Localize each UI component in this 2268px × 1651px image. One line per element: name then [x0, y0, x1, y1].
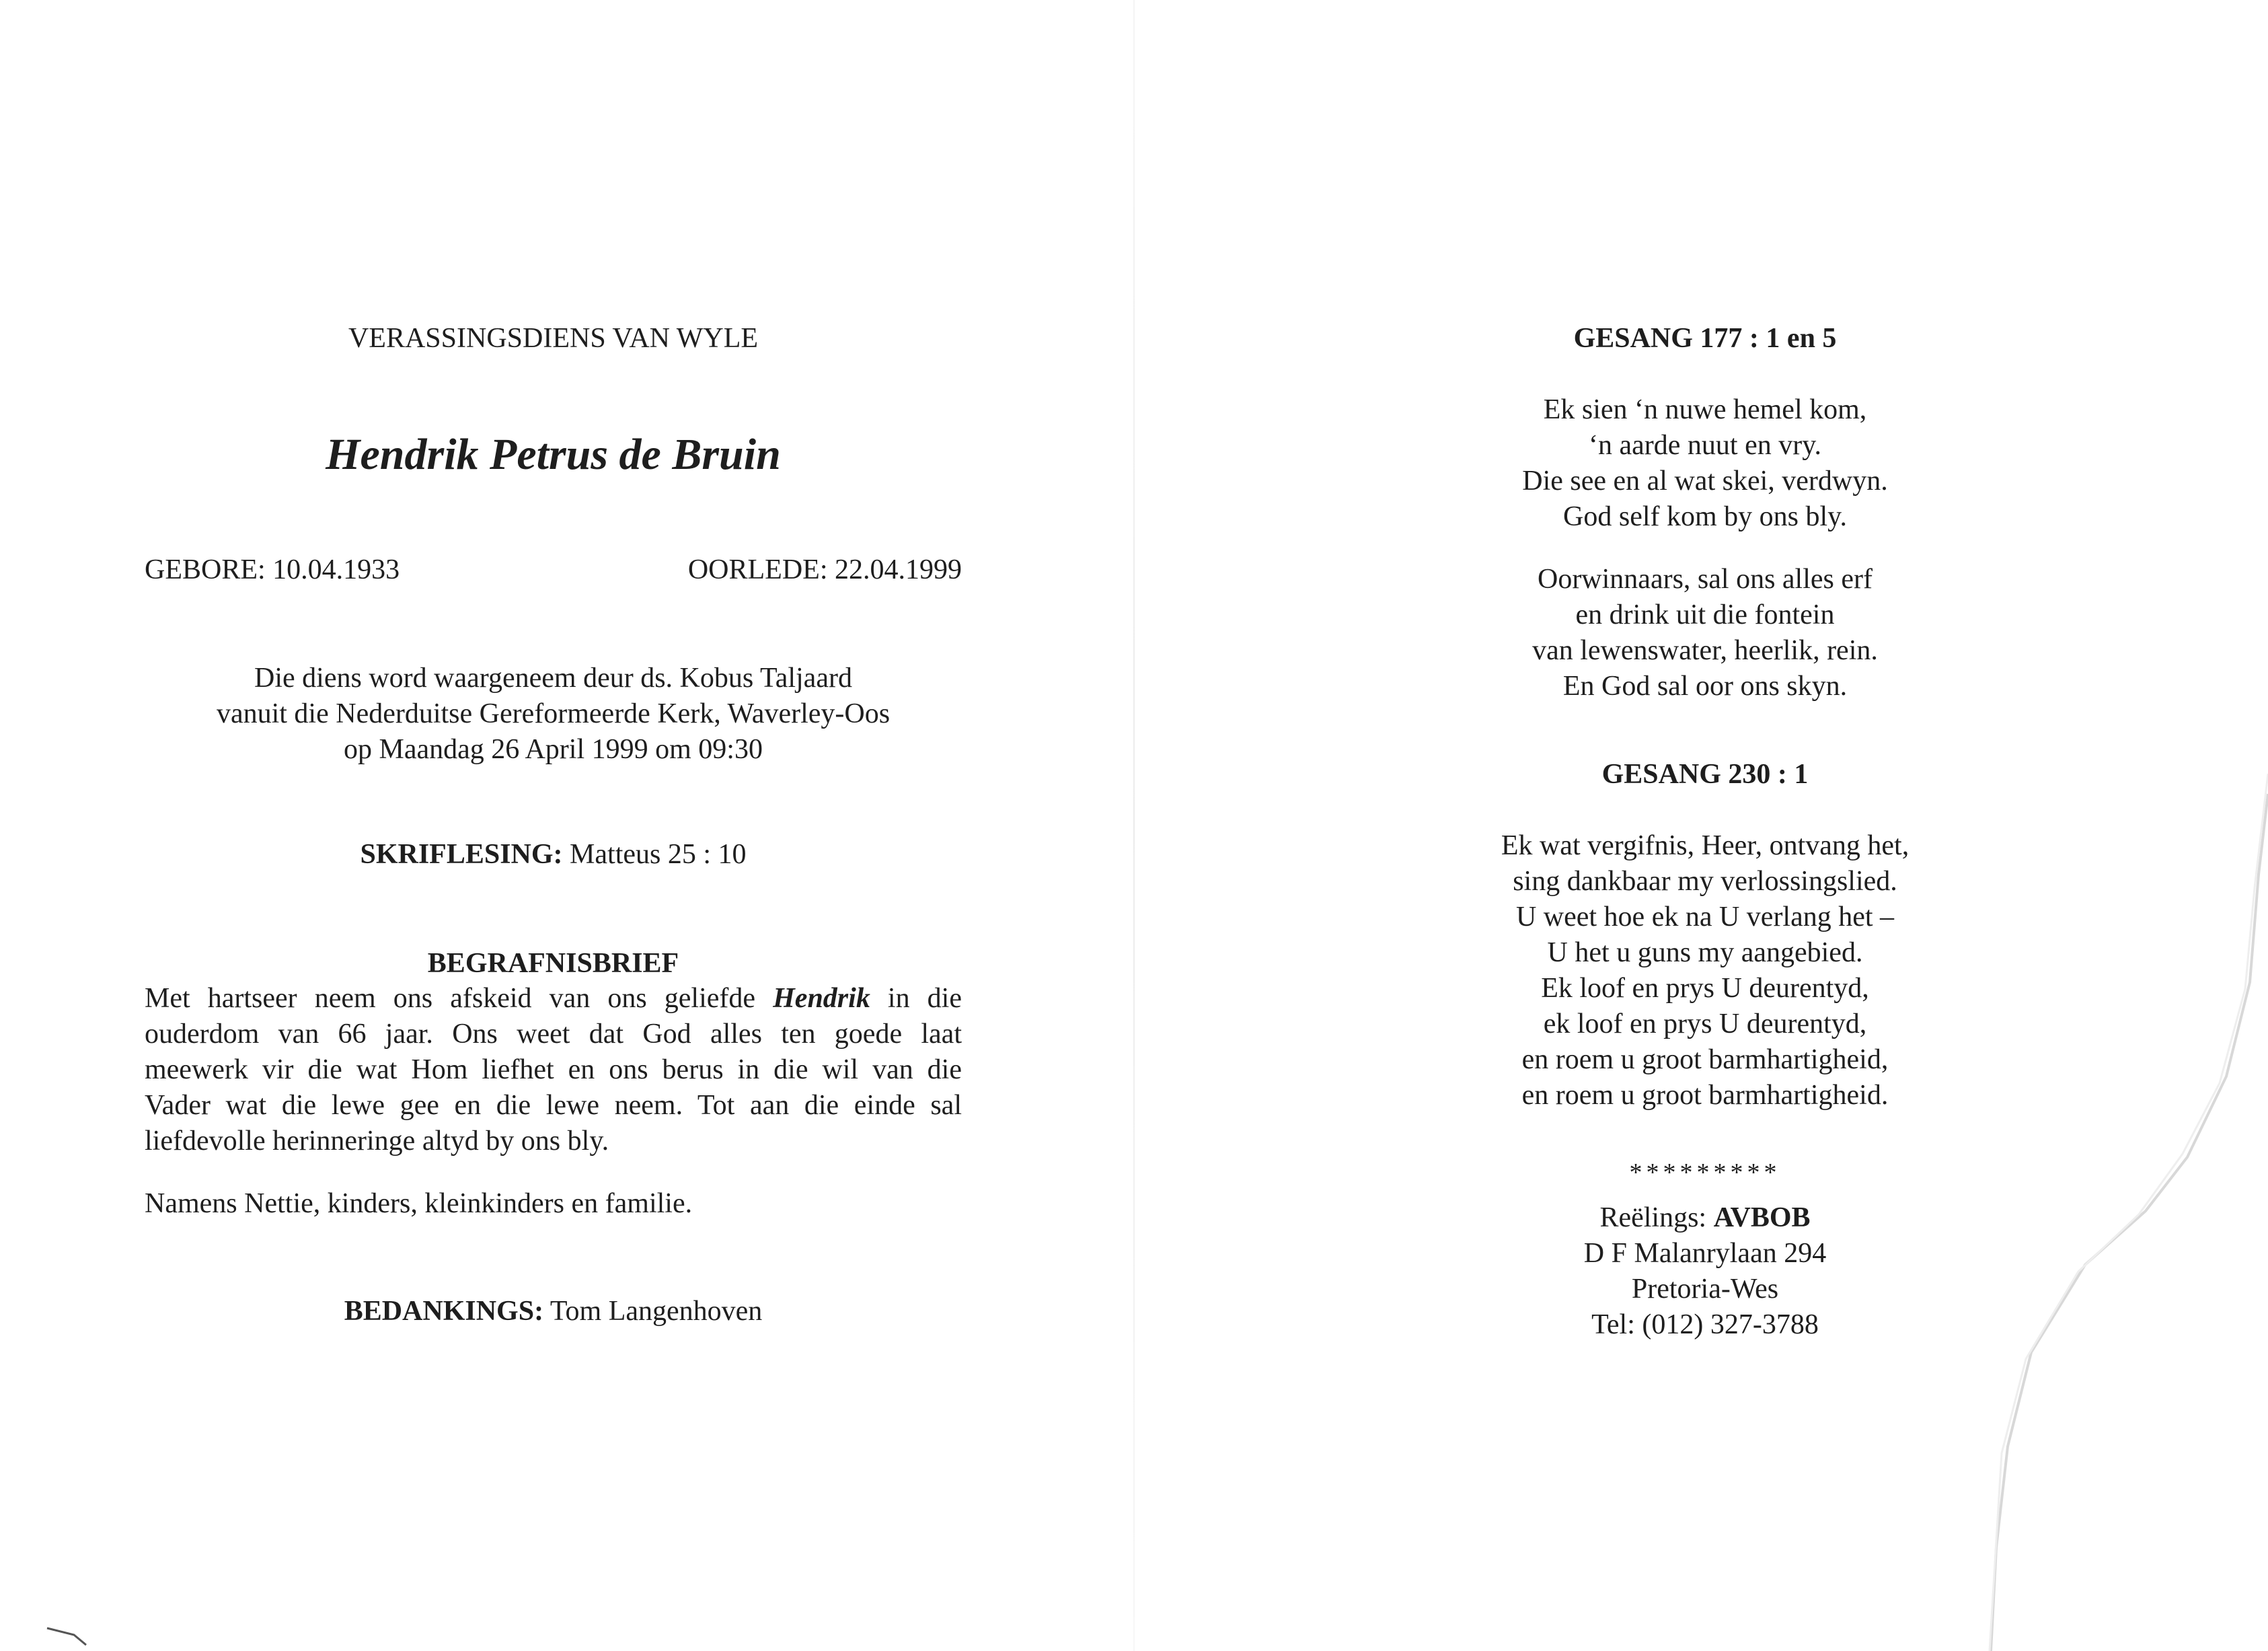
- family-signoff: Namens Nettie, kinders, kleinkinders en familie.: [145, 1188, 693, 1219]
- hymn-2-verse-line: U weet hoe ek na U verlang het –: [1515, 902, 1895, 932]
- service-line: op Maandag 26 April 1999 om 09:30: [344, 734, 763, 765]
- letter-line: meewerk vir die wat Hom liefhet en ons berus in die wil van die: [145, 1054, 962, 1085]
- hymn-1-title: GESANG 177 : 1 en 5: [1573, 323, 1837, 354]
- letter-name: Hendrik: [773, 983, 870, 1014]
- hymn-1-verse-2-line: En God sal oor ons skyn.: [1562, 671, 1848, 702]
- address-line: Pretoria-Wes: [1631, 1274, 1779, 1305]
- thanks-line: [145, 1294, 962, 1328]
- hymn-2-verse-line: U het u guns my aangebied.: [1547, 937, 1863, 968]
- died-value: 22.04.1999: [835, 554, 962, 585]
- dates-row: [145, 553, 962, 587]
- hymn-2-verse-line: en roem u groot barmhartigheid.: [1521, 1080, 1889, 1111]
- letter-line: liefdevolle herinneringe altyd by ons bly.: [145, 1126, 609, 1157]
- hymn-1-verse-1-line: ‘n aarde nuut en vry.: [1589, 430, 1821, 461]
- service-heading: VERASSINGSDIENS VAN WYLE: [348, 323, 759, 354]
- phone-line: Tel: (012) 327-3788: [1591, 1309, 1819, 1340]
- thanks-value: Tom Langenhoven: [550, 1296, 763, 1327]
- born-label: GEBORE:: [145, 554, 266, 585]
- letter-text: Met hartseer neem ons afskeid van ons geliefde: [145, 983, 773, 1014]
- letter-line: Vader wat die lewe gee en die lewe neem. Tot aan die einde sal: [145, 1090, 962, 1121]
- letter-line: [145, 982, 962, 1015]
- address-line: D F Malanrylaan 294: [1583, 1238, 1827, 1269]
- birth-date: [145, 553, 400, 587]
- thanks-label: BEDANKINGS:: [344, 1296, 544, 1327]
- arrangements-label: Reëlings:: [1599, 1202, 1707, 1233]
- hymn-1-verse-2-line: van lewenswater, heerlik, rein.: [1532, 635, 1878, 666]
- page-fold-line: [1133, 0, 1135, 1651]
- letter-text: in die: [870, 983, 962, 1014]
- hymn-2-verse-line: en roem u groot barmhartigheid,: [1521, 1044, 1889, 1075]
- reading-value: Matteus 25 : 10: [570, 839, 747, 870]
- letter-line: ouderdom van 66 jaar. Ons weet dat God alles ten goede laat: [145, 1019, 962, 1050]
- hymn-2-verse-line: Ek loof en prys U deurentyd,: [1541, 973, 1869, 1004]
- hymn-2-verse-line: ek loof en prys U deurentyd,: [1543, 1008, 1867, 1039]
- arrangements-value: AVBOB: [1713, 1202, 1811, 1233]
- hymn-1-verse-1-line: God self kom by ons bly.: [1563, 501, 1847, 532]
- service-line: vanuit die Nederduitse Gereformeerde Kerk, Waverley-Oos: [216, 698, 891, 729]
- born-value: 10.04.1933: [272, 554, 400, 585]
- reading-label: SKRIFLESING:: [360, 839, 563, 870]
- hymn-2-verse-line: sing dankbaar my verlossingslied.: [1513, 866, 1897, 897]
- hymn-2-title: GESANG 230 : 1: [1601, 759, 1809, 790]
- hymn-1-verse-2-line: en drink uit die fontein: [1575, 599, 1835, 630]
- scripture-reading: [145, 838, 962, 871]
- hymn-1-verse-1-line: Ek sien ‘n nuwe hemel kom,: [1543, 394, 1867, 425]
- letter-heading: BEGRAFNISBRIEF: [427, 948, 679, 979]
- died-label: OORLEDE:: [687, 554, 828, 585]
- death-date: [688, 553, 962, 587]
- hymn-2-verse-line: Ek wat vergifnis, Heer, ontvang het,: [1501, 830, 1910, 861]
- service-line: Die diens word waargeneem deur ds. Kobus Taljaard: [254, 663, 852, 694]
- deceased-name: Hendrik Petrus de Bruin: [326, 430, 781, 479]
- separator-stars: *********: [1629, 1159, 1781, 1187]
- arrangements-line: [1446, 1201, 1964, 1235]
- hymn-1-verse-1-line: Die see en al wat skei, verdwyn.: [1522, 466, 1888, 497]
- hymn-1-verse-2-line: Oorwinnaars, sal ons alles erf: [1537, 564, 1873, 595]
